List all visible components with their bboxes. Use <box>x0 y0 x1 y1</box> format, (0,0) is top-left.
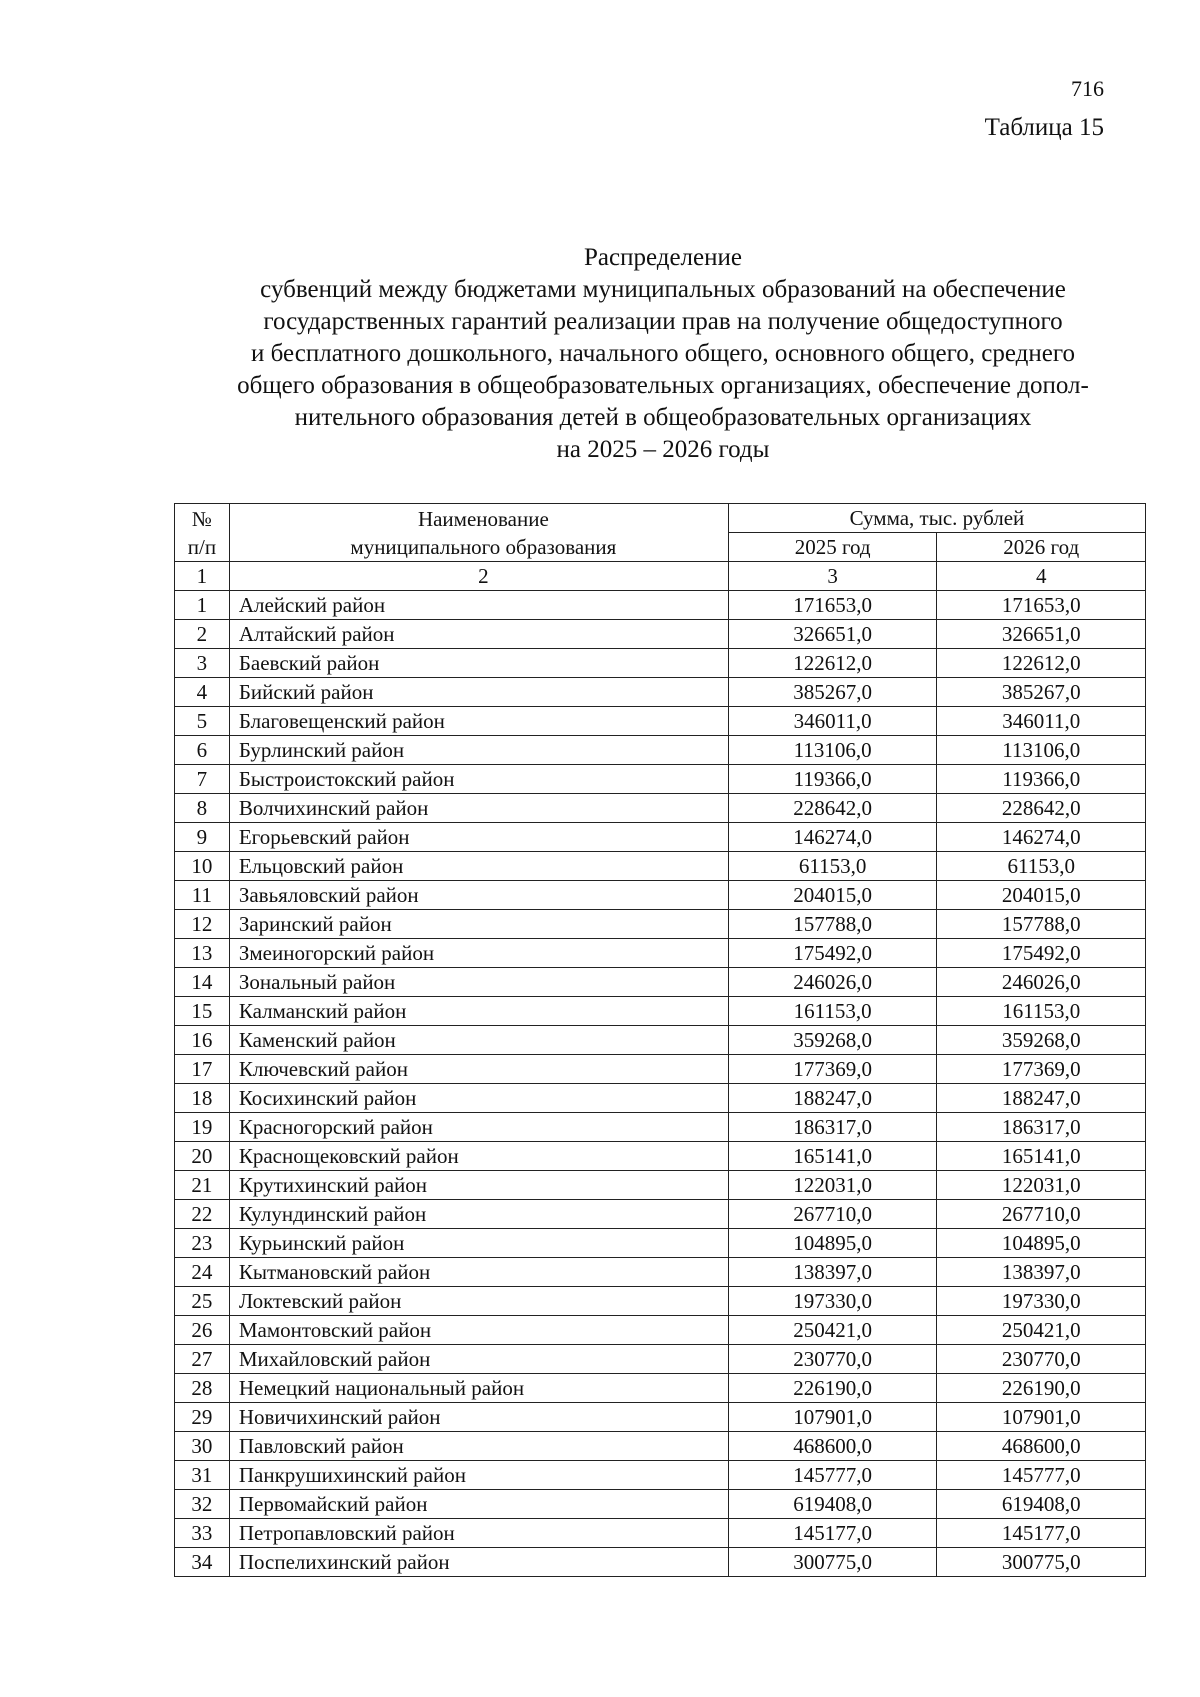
row-sum-2026: 113106,0 <box>937 736 1146 765</box>
row-municipality-name: Кулундинский район <box>229 1200 728 1229</box>
row-municipality-name: Новичихинский район <box>229 1403 728 1432</box>
row-sum-2025: 186317,0 <box>728 1113 937 1142</box>
table-row <box>175 1316 1146 1345</box>
row-number: 7 <box>175 765 230 794</box>
row-number: 1 <box>175 591 230 620</box>
header-year-2026: 2026 год <box>937 533 1146 562</box>
row-number: 15 <box>175 997 230 1026</box>
row-sum-2025: 122031,0 <box>728 1171 937 1200</box>
column-number-row <box>175 562 1146 591</box>
table-row <box>175 939 1146 968</box>
row-sum-2025: 228642,0 <box>728 794 937 823</box>
row-sum-2025: 188247,0 <box>728 1084 937 1113</box>
row-sum-2025: 161153,0 <box>728 997 937 1026</box>
row-sum-2025: 122612,0 <box>728 649 937 678</box>
page-number: 716 <box>1071 76 1104 101</box>
row-sum-2026: 619408,0 <box>937 1490 1146 1519</box>
row-number: 3 <box>175 649 230 678</box>
row-sum-2025: 359268,0 <box>728 1026 937 1055</box>
row-sum-2026: 300775,0 <box>937 1548 1146 1577</box>
table-row <box>175 1374 1146 1403</box>
row-sum-2025: 145177,0 <box>728 1519 937 1548</box>
row-municipality-name: Благовещенский район <box>229 707 728 736</box>
row-sum-2026: 177369,0 <box>937 1055 1146 1084</box>
header-name-line1: Наименование <box>417 506 549 531</box>
row-municipality-name: Змеиногорский район <box>229 939 728 968</box>
row-number: 26 <box>175 1316 230 1345</box>
row-sum-2026: 346011,0 <box>937 707 1146 736</box>
header-name <box>229 504 728 562</box>
row-number: 5 <box>175 707 230 736</box>
row-number: 23 <box>175 1229 230 1258</box>
row-sum-2025: 250421,0 <box>728 1316 937 1345</box>
header-sum: Сумма, тыс. рублей <box>728 504 1145 533</box>
row-sum-2026: 385267,0 <box>937 678 1146 707</box>
row-sum-2026: 138397,0 <box>937 1258 1146 1287</box>
table-row <box>175 1548 1146 1577</box>
table-row <box>175 1055 1146 1084</box>
row-sum-2025: 113106,0 <box>728 736 937 765</box>
row-sum-2026: 250421,0 <box>937 1316 1146 1345</box>
row-sum-2025: 204015,0 <box>728 881 937 910</box>
row-sum-2025: 104895,0 <box>728 1229 937 1258</box>
table-row <box>175 910 1146 939</box>
title-heading: Распределение <box>584 244 742 271</box>
row-municipality-name: Ключевский район <box>229 1055 728 1084</box>
table-row <box>175 620 1146 649</box>
row-municipality-name: Калманский район <box>229 997 728 1026</box>
table-row <box>175 1142 1146 1171</box>
table-row <box>175 649 1146 678</box>
row-number: 34 <box>175 1548 230 1577</box>
column-number: 2 <box>229 562 728 591</box>
table-row <box>175 1200 1146 1229</box>
row-municipality-name: Волчихинский район <box>229 794 728 823</box>
table-row <box>175 765 1146 794</box>
table-label: Таблица 15 <box>984 114 1104 141</box>
row-number: 4 <box>175 678 230 707</box>
row-number: 8 <box>175 794 230 823</box>
row-sum-2026: 61153,0 <box>937 852 1146 881</box>
row-municipality-name: Быстроистокский район <box>229 765 728 794</box>
row-number: 27 <box>175 1345 230 1374</box>
row-sum-2026: 171653,0 <box>937 591 1146 620</box>
row-sum-2025: 61153,0 <box>728 852 937 881</box>
row-municipality-name: Немецкий национальный район <box>229 1374 728 1403</box>
title-line: нительного образования детей в общеобразовательных организациях <box>294 404 1032 431</box>
row-sum-2026: 246026,0 <box>937 968 1146 997</box>
row-municipality-name: Егорьевский район <box>229 823 728 852</box>
row-sum-2025: 300775,0 <box>728 1548 937 1577</box>
row-sum-2025: 346011,0 <box>728 707 937 736</box>
distribution-table <box>174 503 1146 1577</box>
table-row <box>175 678 1146 707</box>
table-row <box>175 1287 1146 1316</box>
row-sum-2026: 468600,0 <box>937 1432 1146 1461</box>
row-sum-2025: 230770,0 <box>728 1345 937 1374</box>
table-row <box>175 1461 1146 1490</box>
row-sum-2025: 165141,0 <box>728 1142 937 1171</box>
row-number: 17 <box>175 1055 230 1084</box>
header-number <box>175 504 230 562</box>
row-municipality-name: Поспелихинский район <box>229 1548 728 1577</box>
row-sum-2025: 385267,0 <box>728 678 937 707</box>
title-line: и бесплатного дошкольного, начального общего, основного общего, среднего <box>251 340 1075 367</box>
row-sum-2025: 171653,0 <box>728 591 937 620</box>
row-municipality-name: Панкрушихинский район <box>229 1461 728 1490</box>
table-row <box>175 1258 1146 1287</box>
table-body <box>175 591 1146 1577</box>
row-municipality-name: Краснощековский район <box>229 1142 728 1171</box>
title-line: на 2025 – 2026 годы <box>556 436 770 463</box>
row-sum-2026: 145177,0 <box>937 1519 1146 1548</box>
row-sum-2026: 175492,0 <box>937 939 1146 968</box>
row-municipality-name: Зональный район <box>229 968 728 997</box>
document-title <box>168 242 1158 466</box>
row-sum-2025: 226190,0 <box>728 1374 937 1403</box>
row-sum-2025: 246026,0 <box>728 968 937 997</box>
row-number: 13 <box>175 939 230 968</box>
table-row <box>175 1084 1146 1113</box>
row-municipality-name: Курьинский район <box>229 1229 728 1258</box>
row-sum-2025: 157788,0 <box>728 910 937 939</box>
row-municipality-name: Михайловский район <box>229 1345 728 1374</box>
table-row <box>175 968 1146 997</box>
table-row <box>175 1026 1146 1055</box>
row-sum-2025: 138397,0 <box>728 1258 937 1287</box>
row-number: 9 <box>175 823 230 852</box>
row-sum-2025: 119366,0 <box>728 765 937 794</box>
table-row <box>175 1171 1146 1200</box>
row-sum-2026: 107901,0 <box>937 1403 1146 1432</box>
row-sum-2026: 197330,0 <box>937 1287 1146 1316</box>
row-municipality-name: Косихинский район <box>229 1084 728 1113</box>
table-row <box>175 591 1146 620</box>
row-number: 25 <box>175 1287 230 1316</box>
row-sum-2026: 122612,0 <box>937 649 1146 678</box>
table-row <box>175 707 1146 736</box>
row-municipality-name: Кытмановский район <box>229 1258 728 1287</box>
table-row <box>175 1403 1146 1432</box>
column-number: 1 <box>175 562 230 591</box>
row-number: 33 <box>175 1519 230 1548</box>
table-row <box>175 997 1146 1026</box>
title-line: государственных гарантий реализации прав на получение общедоступного <box>263 308 1063 335</box>
row-municipality-name: Баевский район <box>229 649 728 678</box>
row-municipality-name: Завьяловский район <box>229 881 728 910</box>
row-municipality-name: Мамонтовский район <box>229 1316 728 1345</box>
row-sum-2026: 104895,0 <box>937 1229 1146 1258</box>
row-sum-2025: 326651,0 <box>728 620 937 649</box>
row-sum-2026: 204015,0 <box>937 881 1146 910</box>
row-number: 22 <box>175 1200 230 1229</box>
row-sum-2025: 619408,0 <box>728 1490 937 1519</box>
row-number: 18 <box>175 1084 230 1113</box>
table-row <box>175 1229 1146 1258</box>
row-sum-2026: 145777,0 <box>937 1461 1146 1490</box>
row-sum-2025: 468600,0 <box>728 1432 937 1461</box>
row-sum-2026: 230770,0 <box>937 1345 1146 1374</box>
row-sum-2026: 228642,0 <box>937 794 1146 823</box>
row-municipality-name: Каменский район <box>229 1026 728 1055</box>
row-municipality-name: Заринский район <box>229 910 728 939</box>
row-municipality-name: Крутихинский район <box>229 1171 728 1200</box>
table-row <box>175 1113 1146 1142</box>
row-sum-2026: 157788,0 <box>937 910 1146 939</box>
column-number: 3 <box>728 562 937 591</box>
row-sum-2026: 359268,0 <box>937 1026 1146 1055</box>
row-number: 29 <box>175 1403 230 1432</box>
table-row <box>175 1432 1146 1461</box>
row-sum-2026: 165141,0 <box>937 1142 1146 1171</box>
row-municipality-name: Первомайский район <box>229 1490 728 1519</box>
row-municipality-name: Ельцовский район <box>229 852 728 881</box>
header-row <box>175 504 1146 533</box>
table-row <box>175 1519 1146 1548</box>
row-municipality-name: Алейский район <box>229 591 728 620</box>
row-number: 14 <box>175 968 230 997</box>
row-sum-2025: 145777,0 <box>728 1461 937 1490</box>
table-row <box>175 1345 1146 1374</box>
row-sum-2026: 122031,0 <box>937 1171 1146 1200</box>
row-municipality-name: Павловский район <box>229 1432 728 1461</box>
row-number: 12 <box>175 910 230 939</box>
row-sum-2026: 226190,0 <box>937 1374 1146 1403</box>
header-number-line1: № <box>191 506 212 531</box>
title-line: общего образования в общеобразовательных организациях, обеспечение допол- <box>237 372 1089 399</box>
header-number-line2: п/п <box>187 534 217 559</box>
row-number: 16 <box>175 1026 230 1055</box>
row-number: 30 <box>175 1432 230 1461</box>
row-municipality-name: Локтевский район <box>229 1287 728 1316</box>
row-sum-2025: 197330,0 <box>728 1287 937 1316</box>
row-municipality-name: Петропавловский район <box>229 1519 728 1548</box>
row-municipality-name: Красногорский район <box>229 1113 728 1142</box>
table-row <box>175 1490 1146 1519</box>
title-line: субвенций между бюджетами муниципальных образований на обеспечение <box>260 276 1066 303</box>
column-number: 4 <box>937 562 1146 591</box>
row-municipality-name: Бурлинский район <box>229 736 728 765</box>
row-sum-2026: 188247,0 <box>937 1084 1146 1113</box>
row-sum-2025: 175492,0 <box>728 939 937 968</box>
row-number: 2 <box>175 620 230 649</box>
row-number: 6 <box>175 736 230 765</box>
row-sum-2026: 119366,0 <box>937 765 1146 794</box>
row-sum-2025: 146274,0 <box>728 823 937 852</box>
row-number: 19 <box>175 1113 230 1142</box>
table-row <box>175 852 1146 881</box>
row-number: 24 <box>175 1258 230 1287</box>
row-number: 28 <box>175 1374 230 1403</box>
row-sum-2025: 267710,0 <box>728 1200 937 1229</box>
row-number: 20 <box>175 1142 230 1171</box>
row-municipality-name: Бийский район <box>229 678 728 707</box>
table-row <box>175 736 1146 765</box>
row-number: 11 <box>175 881 230 910</box>
row-number: 21 <box>175 1171 230 1200</box>
row-sum-2025: 177369,0 <box>728 1055 937 1084</box>
row-sum-2026: 161153,0 <box>937 997 1146 1026</box>
row-sum-2025: 107901,0 <box>728 1403 937 1432</box>
row-number: 31 <box>175 1461 230 1490</box>
row-sum-2026: 146274,0 <box>937 823 1146 852</box>
row-sum-2026: 186317,0 <box>937 1113 1146 1142</box>
header-name-line2: муниципального образования <box>350 534 617 559</box>
row-sum-2026: 267710,0 <box>937 1200 1146 1229</box>
header-year-2025: 2025 год <box>728 533 937 562</box>
table-row <box>175 823 1146 852</box>
table-row <box>175 794 1146 823</box>
row-number: 10 <box>175 852 230 881</box>
row-number: 32 <box>175 1490 230 1519</box>
row-municipality-name: Алтайский район <box>229 620 728 649</box>
row-sum-2026: 326651,0 <box>937 620 1146 649</box>
table-row <box>175 881 1146 910</box>
